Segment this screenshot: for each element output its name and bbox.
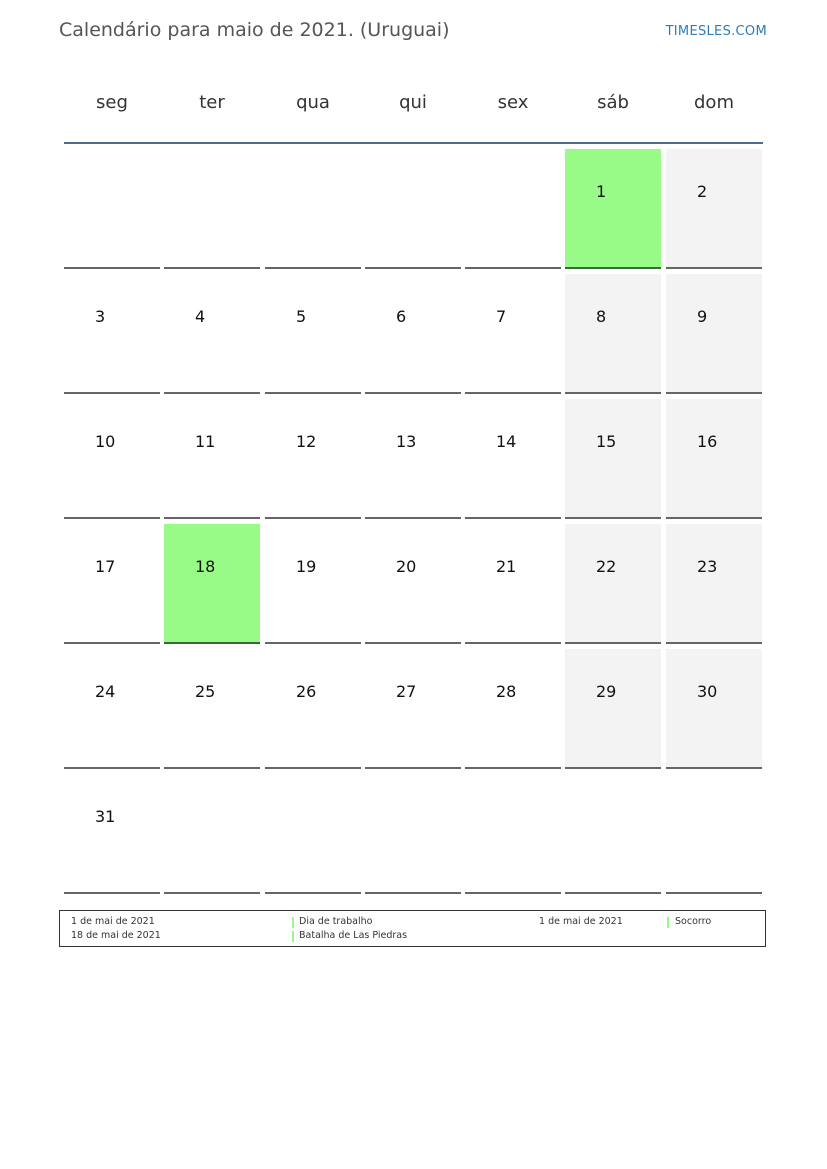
day-number: 28 xyxy=(496,682,517,701)
day-number: 18 xyxy=(195,557,216,576)
weekday-label: seg xyxy=(96,92,128,113)
calendar-empty-cell xyxy=(365,774,461,894)
calendar-day-cell xyxy=(666,524,762,644)
day-number: 26 xyxy=(296,682,317,701)
day-number: 19 xyxy=(296,557,317,576)
day-number: 21 xyxy=(496,557,517,576)
day-number: 3 xyxy=(95,307,106,326)
day-number: 15 xyxy=(596,432,617,451)
legend-date: 1 de mai de 2021 xyxy=(539,916,623,927)
calendar-day-cell xyxy=(164,649,260,769)
page-title: Calendário para maio de 2021. (Uruguai) xyxy=(59,19,450,41)
calendar-day-cell xyxy=(365,649,461,769)
calendar-day-cell xyxy=(565,524,661,644)
day-number: 9 xyxy=(697,307,708,326)
weekday-label: sáb xyxy=(597,92,629,113)
calendar-empty-cell xyxy=(64,149,160,269)
calendar-day-cell xyxy=(265,524,361,644)
day-number: 22 xyxy=(596,557,617,576)
calendar-day-cell xyxy=(465,274,561,394)
legend-date: 1 de mai de 2021 xyxy=(71,916,155,927)
day-number: 4 xyxy=(195,307,206,326)
brand-link[interactable]: TIMESLES.COM xyxy=(665,24,767,39)
calendar-empty-cell xyxy=(465,774,561,894)
calendar-empty-cell xyxy=(666,774,762,894)
weekday-header-row xyxy=(64,80,763,128)
calendar-empty-cell xyxy=(265,774,361,894)
calendar-day-cell xyxy=(64,274,160,394)
calendar-day-cell xyxy=(164,399,260,519)
calendar-day-cell xyxy=(64,649,160,769)
day-number: 8 xyxy=(596,307,607,326)
day-number: 27 xyxy=(396,682,417,701)
legend-holiday-name: Dia de trabalho xyxy=(299,916,373,927)
calendar-day-cell xyxy=(64,399,160,519)
day-number: 31 xyxy=(95,807,116,826)
calendar-day-cell xyxy=(365,274,461,394)
calendar-day-cell xyxy=(465,524,561,644)
calendar-day-cell xyxy=(666,149,762,269)
holiday-legend xyxy=(59,910,766,947)
day-number: 23 xyxy=(697,557,718,576)
calendar-day-cell xyxy=(265,649,361,769)
weekday-label: dom xyxy=(694,92,734,113)
calendar-day-cell xyxy=(465,649,561,769)
calendar-empty-cell xyxy=(164,774,260,894)
holiday-marker xyxy=(292,931,294,942)
day-number: 1 xyxy=(596,182,607,201)
day-number: 20 xyxy=(396,557,417,576)
day-number: 5 xyxy=(296,307,307,326)
day-number: 7 xyxy=(496,307,507,326)
calendar-day-cell xyxy=(565,399,661,519)
day-number: 12 xyxy=(296,432,317,451)
calendar-day-cell xyxy=(365,399,461,519)
day-number: 11 xyxy=(195,432,216,451)
weekday-label: ter xyxy=(199,92,225,113)
day-number: 6 xyxy=(396,307,407,326)
calendar-day-cell xyxy=(565,149,661,269)
calendar-day-cell xyxy=(265,274,361,394)
weekday-label: qua xyxy=(296,92,330,113)
day-number: 17 xyxy=(95,557,116,576)
legend-holiday-name: Socorro xyxy=(675,916,712,927)
calendar-day-cell xyxy=(465,399,561,519)
calendar-day-cell xyxy=(666,399,762,519)
day-number: 24 xyxy=(95,682,116,701)
day-number: 16 xyxy=(697,432,718,451)
calendar-day-cell xyxy=(265,399,361,519)
calendar-empty-cell xyxy=(365,149,461,269)
calendar-day-cell xyxy=(666,649,762,769)
day-number: 2 xyxy=(697,182,708,201)
weekday-label: qui xyxy=(399,92,427,113)
calendar-day-cell xyxy=(164,524,260,644)
legend-holiday-name: Batalha de Las Piedras xyxy=(299,930,408,941)
day-number: 29 xyxy=(596,682,617,701)
calendar-empty-cell xyxy=(565,774,661,894)
calendar-day-cell xyxy=(666,274,762,394)
calendar-day-cell xyxy=(64,774,160,894)
calendar-day-cell xyxy=(565,649,661,769)
day-number: 30 xyxy=(697,682,718,701)
day-number: 14 xyxy=(496,432,517,451)
holiday-marker xyxy=(667,917,669,928)
day-number: 13 xyxy=(396,432,417,451)
calendar-empty-cell xyxy=(164,149,260,269)
header-divider xyxy=(64,142,763,144)
legend-date: 18 de mai de 2021 xyxy=(71,930,161,941)
weekday-label: sex xyxy=(497,92,529,113)
calendar-day-cell xyxy=(365,524,461,644)
calendar-day-cell xyxy=(565,274,661,394)
calendar-empty-cell xyxy=(265,149,361,269)
holiday-marker xyxy=(292,917,294,928)
calendar-empty-cell xyxy=(465,149,561,269)
day-number: 25 xyxy=(195,682,216,701)
calendar-day-cell xyxy=(64,524,160,644)
day-number: 10 xyxy=(95,432,116,451)
calendar-day-cell xyxy=(164,274,260,394)
